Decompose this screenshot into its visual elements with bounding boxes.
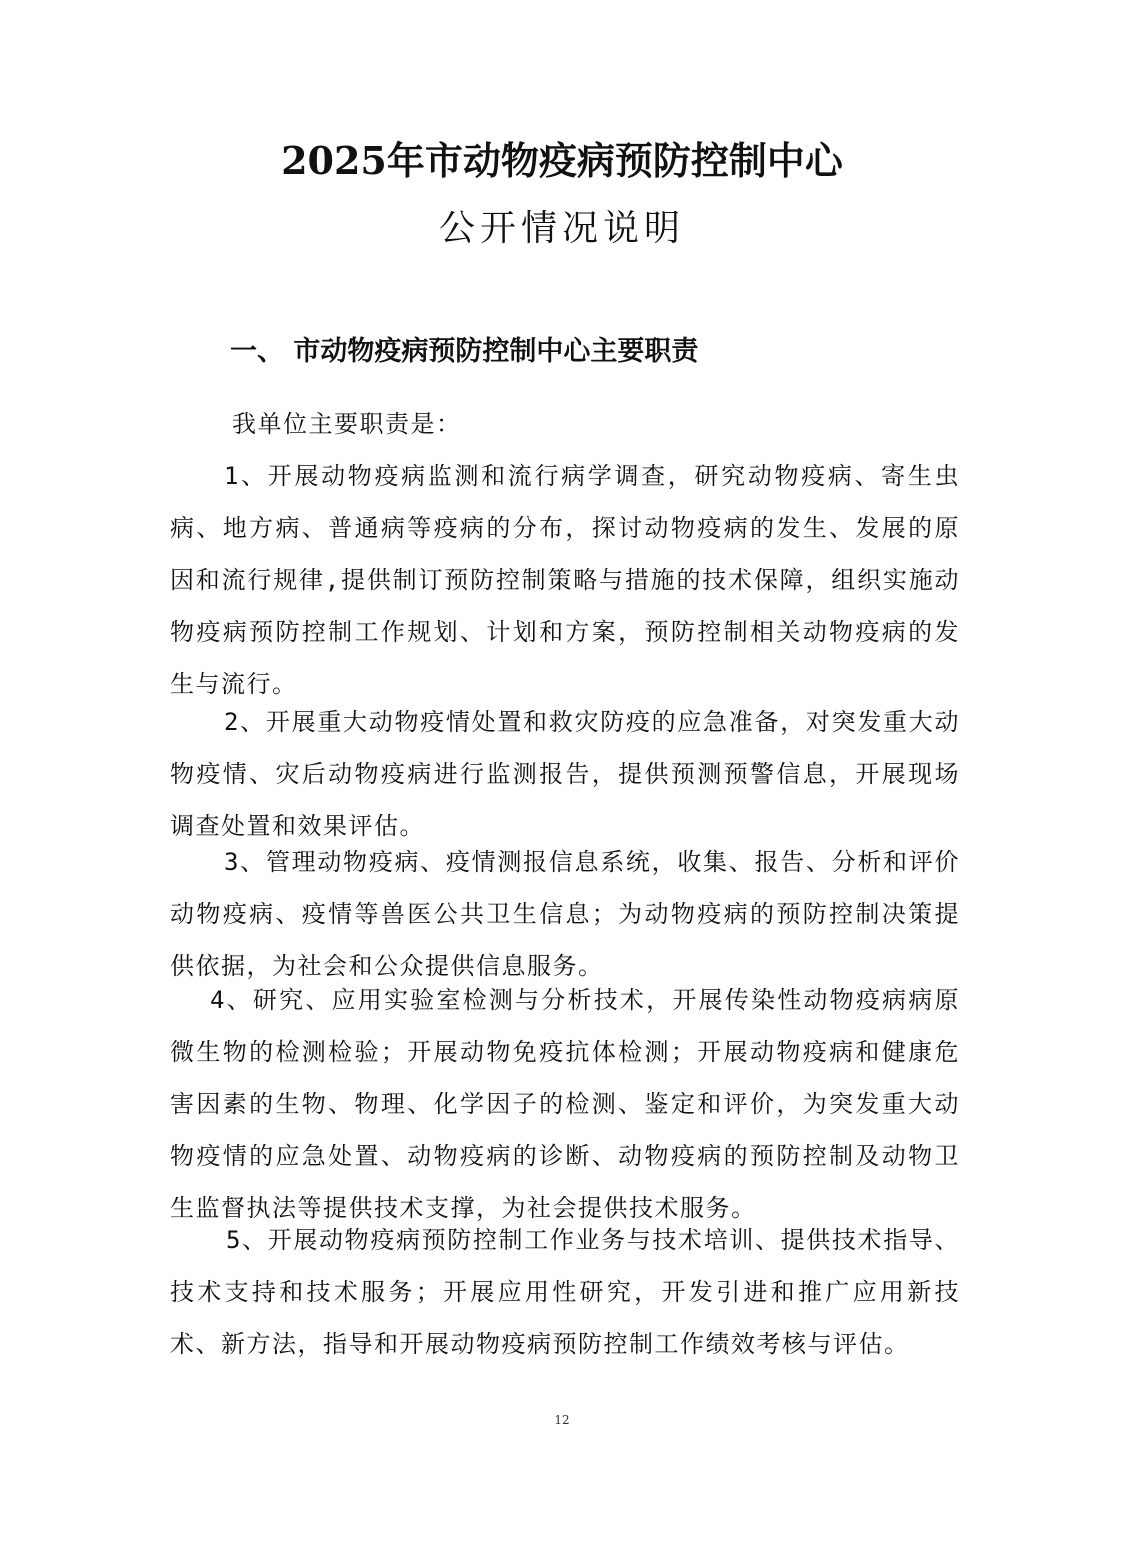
section-heading: 一、 市动物疫病预防控制中心主要职责 (230, 336, 699, 367)
duty-paragraph-5: 5、开展动物疫病预防控制工作业务与技术培训、提供技术指导、技术支持和技术服务；开展应用性研究，开发引进和推广应用新技术、新方法，指导和开展动物疫病预防控制工作绩效考核与评估。 (170, 1226, 960, 1358)
intro-paragraph: 我单位主要职责是： (232, 410, 462, 438)
duty-paragraph-4: 4、研究、应用实验室检测与分析技术，开展传染性动物疫病病原微生物的检测检验；开展动物免疫抗体检测；开展动物疫病和健康危害因素的生物、物理、化学因子的检测、鉴定和评价，为突发重大动物疫情的应急处置、动物疫病的诊断、动物疫病的预防控制及动物卫生监督执法等提供技术支撑，为社会提供技术服务。 (170, 986, 960, 1222)
document-title: 2025年市动物疫病预防控制中心 (281, 138, 843, 183)
duty-paragraph-3: 3、管理动物疫病、疫情测报信息系统，收集、报告、分析和评价动物疫病、疫情等兽医公共卫生信息；为动物疫病的预防控制决策提供依据，为社会和公众提供信息服务。 (170, 848, 960, 980)
duty-paragraph-1: 1、开展动物疫病监测和流行病学调查，研究动物疫病、寄生虫病、地方病、普通病等疫病的分布，探讨动物疫病的发生、发展的原因和流行规律,提供制订预防控制策略与措施的技术保障，组织实施动物疫病预防控制工作规划、计划和方案，预防控制相关动物疫病的发生与流行。 (170, 462, 960, 698)
document-subtitle: 公开情况说明 (438, 208, 685, 249)
page-number: 12 (554, 1413, 570, 1427)
duty-paragraph-2: 2、开展重大动物疫情处置和救灾防疫的应急准备，对突发重大动物疫情、灾后动物疫病进行监测报告，提供预测预警信息，开展现场调查处置和效果评估。 (170, 708, 960, 840)
